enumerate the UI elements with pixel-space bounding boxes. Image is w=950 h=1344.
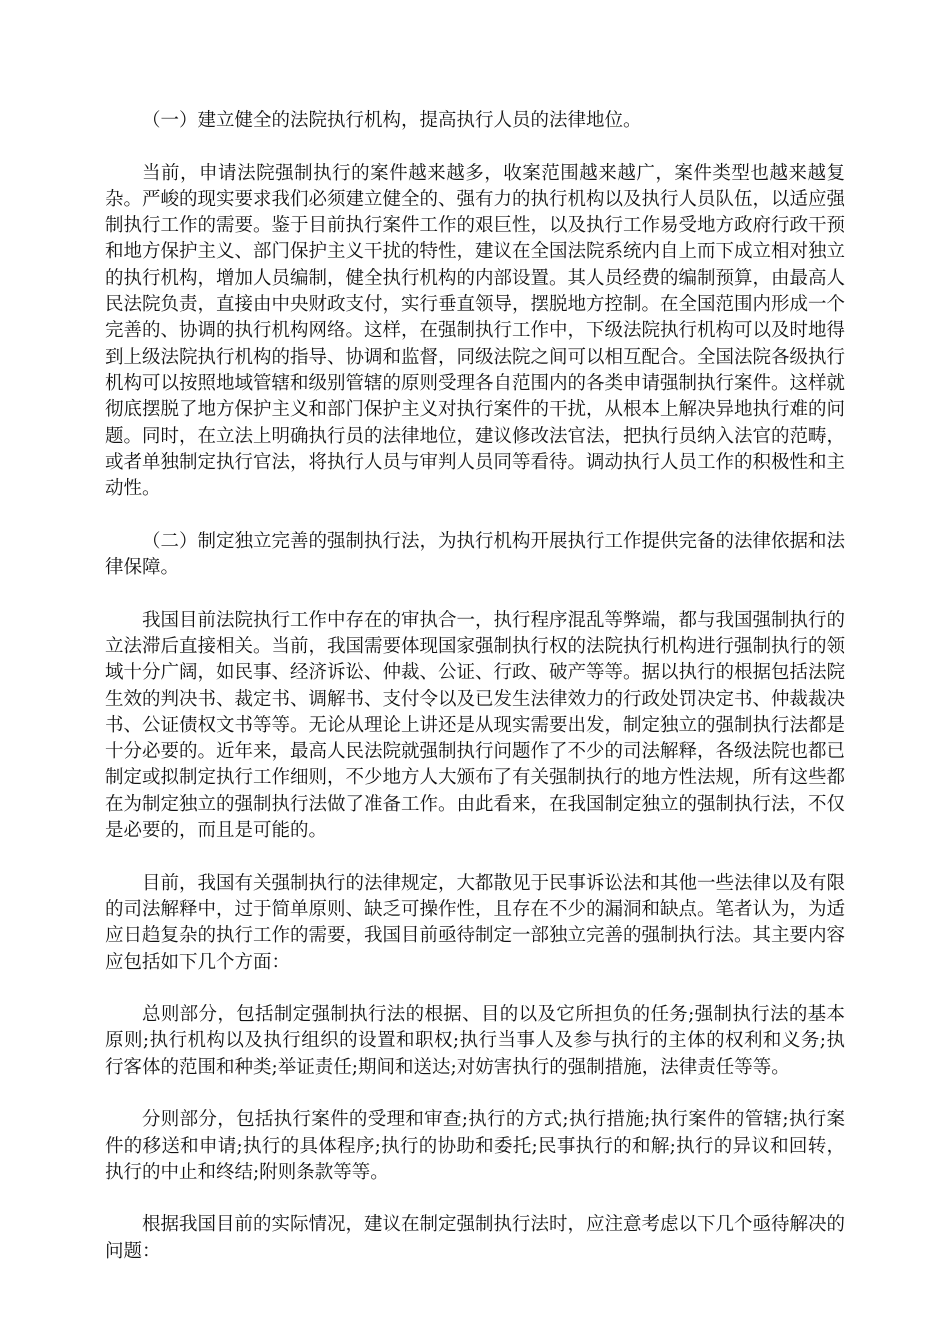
paragraph-4: 总则部分，包括制定强制执行法的根据、目的以及它所担负的任务;强制执行法的基本原则;执行机构以及执行组织的设置和职权;执行当事人及参与执行的主体的权利和义务;执行客体的范围和种类;举证责任;期间和送达;对妨害执行的强制措施，法律责任等等。 <box>105 1004 845 1078</box>
paragraph-3: 目前，我国有关强制执行的法律规定，大都散见于民事诉讼法和其他一些法律以及有限的司法解释中，过于简单原则、缺乏可操作性，且存在不少的漏洞和缺点。笔者认为，为适应日趋复杂的执行工作的需要，我国目前亟待制定一部独立完善的强制执行法。其主要内容应包括如下几个方面： <box>105 872 846 973</box>
paragraph-6: 根据我国目前的实际情况，建议在制定强制执行法时，应注意考虑以下几个亟待解决的问题： <box>105 1214 846 1262</box>
paragraph-5: 分则部分，包括执行案件的受理和审查;执行的方式;执行措施;执行案件的管辖;执行案件的移送和申请;执行的具体程序;执行的协助和委托;民事执行的和解;执行的异议和回转，执行的中止和终结;附则条款等等。 <box>105 1109 845 1183</box>
section-heading-1: （一）建立健全的法院执行机构，提高执行人员的法律地位。 <box>142 110 642 131</box>
section-heading-2: （二）制定独立完善的强制执行法，为执行机构开展执行工作提供完备的法律依据和法律保障。 <box>105 530 846 579</box>
document-page <box>105 108 845 1291</box>
paragraph-1: 当前，申请法院强制执行的案件越来越多，收案范围越来越广，案件类型也越来越复杂。严峻的现实要求我们必须建立健全的、强有力的执行机构以及执行人员队伍，以适应强制执行工作的需要。鉴于目前执行案件工作的艰巨性，以及执行工作易受地方政府行政干预和地方保护主义、部门保护主义干扰的特性，建议在全国法院系统内自上而下成立相对独立的执行机构，增加人员编制，健全执行机构的内部设置。其人员经费的编制预算，由最高人民法院负责，直接由中央财政支付，实行垂直领导，摆脱地方控制。在全国范围内形成一个完善的、协调的执行机构网络。这样，在强制执行工作中，下级法院执行机构可以及时地得到上级法院执行机构的指导、协调和监督，同级法院之间可以相互配合。全国法院各级执行机构可以按照地域管辖和级别管辖的原则受理各自范围内的各类申请强制执行案件。这样就彻底摆脱了地方保护主义和部门保护主义对执行案件的干扰，从根本上解决异地执行难的问题。同时，在立法上明确执行员的法律地位，建议修改法官法，把执行员纳入法官的范畴，或者单独制定执行官法，将执行人员与审判人员同等看待。调动执行人员工作的积极性和主动性。 <box>105 162 846 500</box>
paragraph-2: 我国目前法院执行工作中存在的审执合一，执行程序混乱等弊端，都与我国强制执行的立法滞后直接相关。当前，我国需要体现国家强制执行权的法院执行机构进行强制执行的领域十分广阔，如民事、经济诉讼、仲裁、公证、行政、破产等等。据以执行的根据包括法院生效的判决书、裁定书、调解书、支付令以及已发生法律效力的行政处罚决定书、仲裁裁决书、公证债权文书等等。无论从理论上讲还是从现实需要出发，制定独立的强制执行法都是十分必要的。近年来，最高人民法院就强制执行问题作了不少的司法解释，各级法院也都已制定或拟制定执行工作细则，不少地方人大颁布了有关强制执行的地方性法规，所有这些都在为制定独立的强制执行法做了准备工作。由此看来，在我国制定独立的强制执行法，不仅是必要的，而且是可能的。 <box>105 609 846 842</box>
